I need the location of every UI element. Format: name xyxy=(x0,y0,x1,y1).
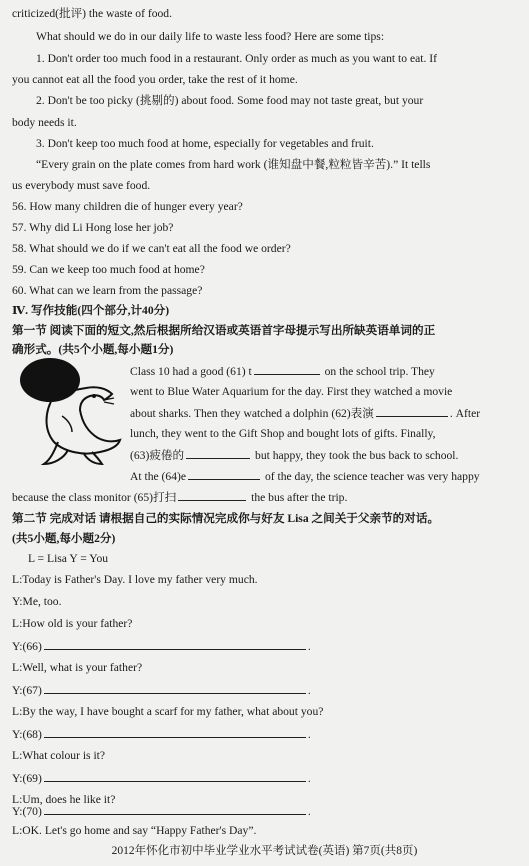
dialogue-line: L:Um, does he like it? xyxy=(12,793,116,806)
passage-line: What should we do in our daily life to waste less food? Here are some tips: xyxy=(36,30,385,43)
dialogue-line: Y:(66) . xyxy=(12,640,311,653)
question-57: 57. Why did Li Hong lose her job? xyxy=(12,221,174,234)
answer-blank-65[interactable] xyxy=(178,489,246,501)
dialogue-line: Y:(67) . xyxy=(12,684,311,697)
cloze-text: . After xyxy=(449,407,481,420)
passage-line: body needs it. xyxy=(12,116,77,129)
part1-title-cont: 确形式。(共5个小题,每小题1分) xyxy=(12,343,174,356)
passage-line: 3. Don't keep too much food at home, especially for vegetables and fruit. xyxy=(36,137,374,150)
dialogue-line: L:Well, what is your father? xyxy=(12,661,143,674)
part2-title-cont: (共5小题,每小题2分) xyxy=(12,532,116,545)
answer-blank-62[interactable] xyxy=(376,405,448,417)
roles-legend: L = Lisa Y = You xyxy=(28,552,109,565)
answer-blank-66[interactable] xyxy=(44,638,306,650)
dialogue-line: L:Today is Father's Day. I love my father very much. xyxy=(12,573,258,586)
dialogue-prompt: Y:(69) xyxy=(12,772,42,785)
answer-blank-70[interactable] xyxy=(44,803,306,815)
cloze-line xyxy=(130,405,480,422)
cloze-line xyxy=(130,447,458,464)
part2-title: 第二节 完成对话 请根据自己的实际情况完成你与好友 Lisa 之间关于父亲节的对话。 xyxy=(12,512,440,525)
answer-blank-67[interactable] xyxy=(44,682,306,694)
dialogue-prompt: Y:(70) xyxy=(12,805,42,818)
answer-blank-69[interactable] xyxy=(44,770,306,782)
question-60: 60. What can we learn from the passage? xyxy=(12,284,203,297)
section-heading: Ⅳ. 写作技能(四个部分,计40分) xyxy=(12,304,170,317)
dialogue-line: Y:(68) . xyxy=(12,728,311,741)
dialogue-prompt: Y:(68) xyxy=(12,728,42,741)
cloze-line xyxy=(130,363,435,380)
dialogue-line: Y:(70) . xyxy=(12,805,311,818)
question-59: 59. Can we keep too much food at home? xyxy=(12,263,205,276)
part1-title: 第一节 阅读下面的短文,然后根据所给汉语或英语首字母提示写出所缺英语单词的正 xyxy=(12,324,436,337)
dialogue-line: Y:Me, too. xyxy=(12,595,62,608)
cloze-text: At the (64)e xyxy=(130,470,187,483)
cloze-line: went to Blue Water Aquarium for the day. First they watched a movie xyxy=(130,385,453,398)
cloze-text: about sharks. Then they watched a dolphin (62)表演 xyxy=(130,407,374,420)
passage-line: 2. Don't be too picky (挑剔的) about food. Some food may not taste great, but your xyxy=(36,94,424,107)
cloze-line xyxy=(12,489,347,506)
dialogue-line: L:What colour is it? xyxy=(12,749,106,762)
seal-with-ball-illustration xyxy=(14,352,126,470)
page-footer: 2012年怀化市初中毕业学业水平考试试卷(英语) 第7页(共8页) xyxy=(111,845,418,857)
cloze-text: but happy, they took the bus back to school. xyxy=(255,449,459,462)
passage-line: 1. Don't order too much food in a restaurant. Only order as much as you want to eat. If xyxy=(36,52,437,65)
cloze-text: because the class monitor (65)打扫 xyxy=(12,491,177,504)
passage-line: criticized(批评) the waste of food. xyxy=(12,7,172,20)
dialogue-prompt: Y:(67) xyxy=(12,684,42,697)
dialogue-prompt: Y:(66) xyxy=(12,640,42,653)
cloze-line xyxy=(130,468,480,485)
passage-line: you cannot eat all the food you order, take the rest of it home. xyxy=(12,73,298,86)
answer-blank-61[interactable] xyxy=(254,363,320,375)
cloze-text: the bus after the trip. xyxy=(251,491,348,504)
passage-line: “Every grain on the plate comes from hard work (谁知盘中餐,粒粒皆辛苦).” It tells xyxy=(36,158,431,171)
answer-blank-68[interactable] xyxy=(44,726,306,738)
dialogue-line: L:By the way, I have bought a scarf for my father, what about you? xyxy=(12,705,324,718)
question-56: 56. How many children die of hunger every year? xyxy=(12,200,243,213)
dialogue-line: L:OK. Let's go home and say “Happy Father's Day”. xyxy=(12,824,257,837)
answer-blank-64[interactable] xyxy=(188,468,260,480)
dialogue-line: Y:(69) . xyxy=(12,772,311,785)
cloze-text: on the school trip. They xyxy=(324,365,435,378)
cloze-line: lunch, they went to the Gift Shop and bought lots of gifts. Finally, xyxy=(130,427,436,440)
cloze-text: Class 10 had a good (61) t xyxy=(130,365,252,378)
passage-line: us everybody must save food. xyxy=(12,179,151,192)
answer-blank-63[interactable] xyxy=(186,447,250,459)
question-58: 58. What should we do if we can't eat all the food we order? xyxy=(12,242,291,255)
cloze-text: (63)疲倦的 xyxy=(130,449,185,462)
dialogue-line: L:How old is your father? xyxy=(12,617,133,630)
cloze-text: of the day, the science teacher was very happy xyxy=(264,470,480,483)
